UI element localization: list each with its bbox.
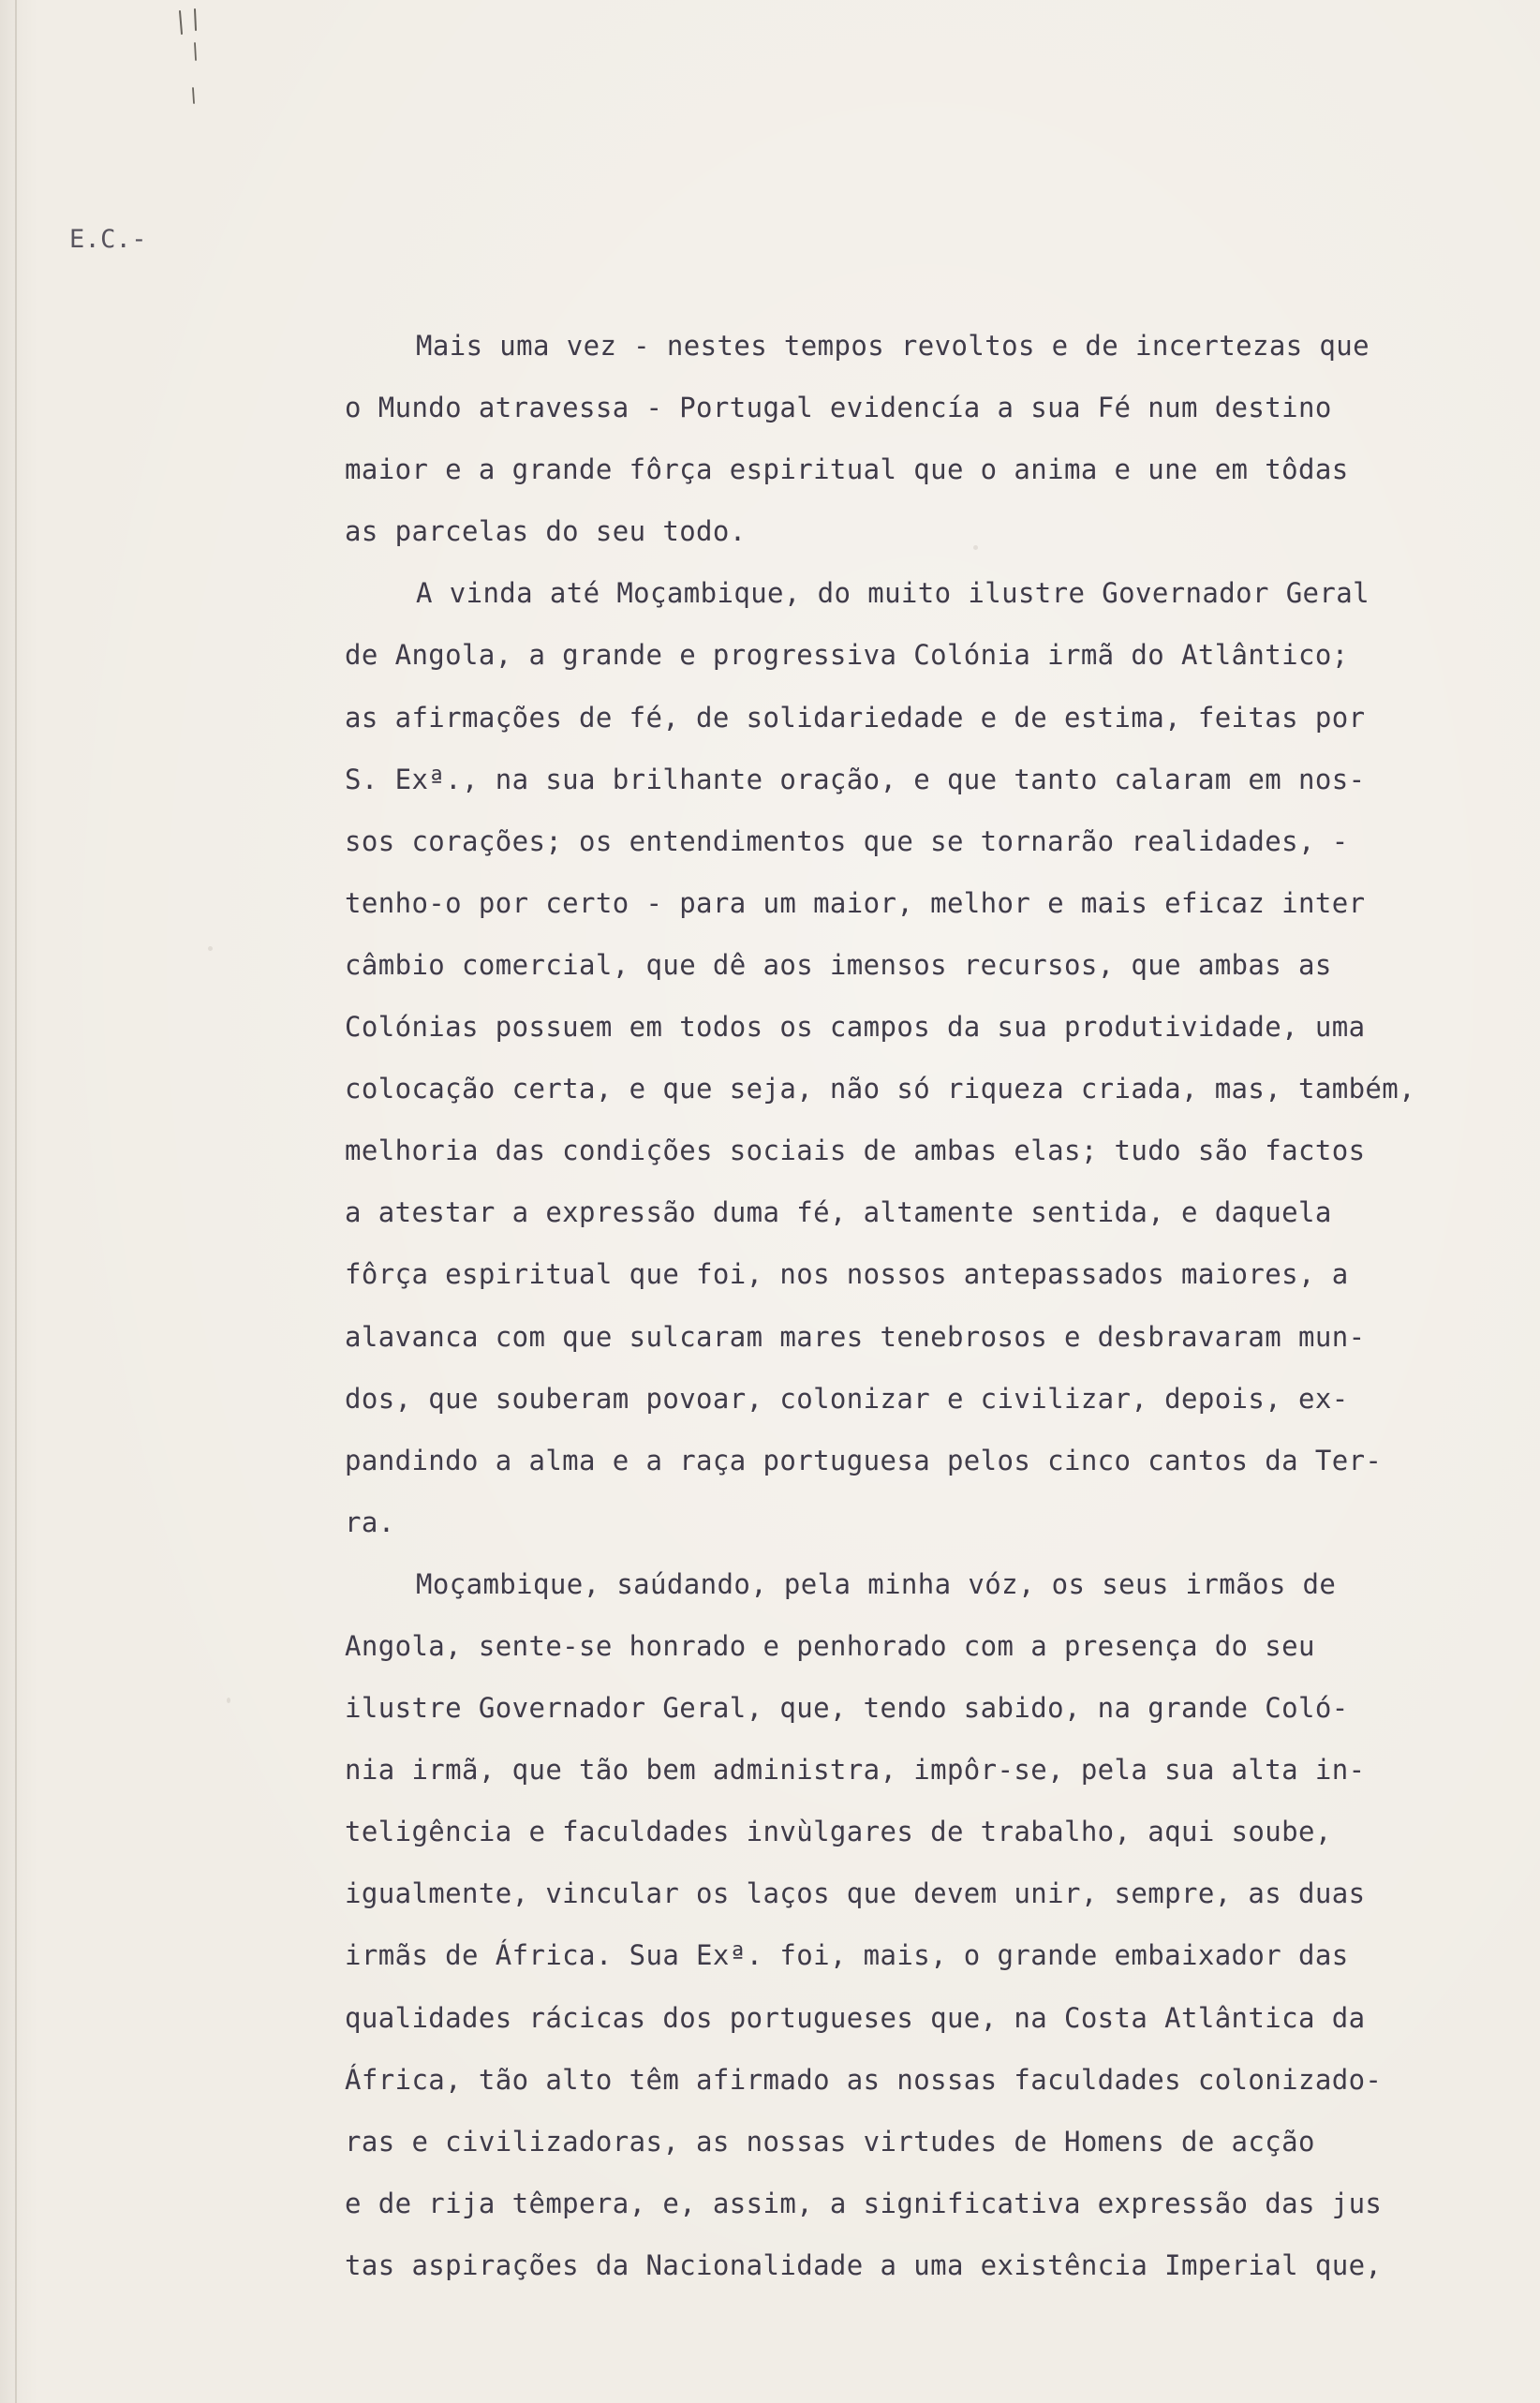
text-line: as parcelas do seu todo. xyxy=(345,515,747,548)
text-line: pandindo a alma e a raça portuguesa pelos cinco cantos da Ter- xyxy=(345,1444,1383,1476)
text-line: alavanca com que sulcaram mares tenebrosos e desbravaram mun- xyxy=(345,1320,1366,1353)
text-line: a atestar a expressão duma fé, altamente sentida, e daquela xyxy=(345,1196,1332,1229)
text-line: África, tão alto têm afirmado as nossas faculdades colonizado- xyxy=(345,2063,1383,2096)
paper-left-edge-shadow xyxy=(15,0,17,2403)
text-line: câmbio comercial, que dê aos imensos recursos, que ambas as xyxy=(345,948,1332,981)
text-line: nia irmã, que tão bem administra, impôr-se, pela sua alta in- xyxy=(345,1754,1366,1787)
text-line: Moçambique, saúdando, pela minha vóz, os seus irmãos de xyxy=(416,1567,1337,1600)
paper-spot xyxy=(227,1698,230,1703)
text-line: de Angola, a grande e progressiva Colónia irmã do Atlântico; xyxy=(345,639,1349,672)
document-header-initials: E.C.- xyxy=(69,225,147,254)
text-line: as afirmações de fé, de solidariedade e de estima, feitas por xyxy=(345,701,1366,734)
pencil-marks xyxy=(174,6,212,109)
text-line: igualmente, vincular os laços que devem unir, sempre, as duas xyxy=(345,1877,1366,1910)
paper-spot xyxy=(208,946,213,951)
text-line: ras e civilizadoras, as nossas virtudes de Homens de acção xyxy=(345,2125,1315,2158)
text-line: colocação certa, e que seja, não só riqueza criada, mas, também, xyxy=(345,1073,1416,1105)
text-line: teligência e faculdades invùlgares de trabalho, aqui soube, xyxy=(345,1816,1332,1848)
text-line: e de rija têmpera, e, assim, a significativa expressão das jus xyxy=(345,2187,1383,2219)
paper-spot xyxy=(973,545,978,550)
text-line: qualidades rácicas dos portugueses que, na Costa Atlântica da xyxy=(345,2001,1366,2034)
text-line: A vinda até Moçambique, do muito ilustre Governador Geral xyxy=(416,577,1370,610)
text-line: dos, que souberam povoar, colonizar e civilizar, depois, ex- xyxy=(345,1382,1349,1415)
text-line: Colónias possuem em todos os campos da sua produtividade, uma xyxy=(345,1011,1366,1044)
text-line: fôrça espiritual que foi, nos nossos antepassados maiores, a xyxy=(345,1258,1349,1291)
text-line: S. Exª., na sua brilhante oração, e que tanto calaram em nos- xyxy=(345,763,1366,795)
text-line: o Mundo atravessa - Portugal evidencía a sua Fé num destino xyxy=(345,392,1332,424)
text-line: irmãs de África. Sua Exª. foi, mais, o grande embaixador das xyxy=(345,1939,1349,1972)
text-line: tenho-o por certo - para um maior, melhor e mais eficaz inter xyxy=(345,886,1366,919)
text-line: tas aspirações da Nacionalidade a uma existência Imperial que, xyxy=(345,2248,1383,2281)
text-line: sos corações; os entendimentos que se tornarão realidades, - xyxy=(345,824,1349,857)
text-line: ra. xyxy=(345,1506,395,1538)
typed-body-text xyxy=(345,315,1527,2296)
text-line: Angola, sente-se honrado e penhorado com a presença do seu xyxy=(345,1629,1315,1662)
text-line: melhoria das condições sociais de ambas elas; tudo são factos xyxy=(345,1135,1366,1167)
text-line: ilustre Governador Geral, que, tendo sabido, na grande Coló- xyxy=(345,1692,1349,1725)
text-line: maior e a grande fôrça espiritual que o anima e une em tôdas xyxy=(345,453,1349,486)
text-line: Mais uma vez - nestes tempos revoltos e de incertezas que xyxy=(416,330,1370,362)
